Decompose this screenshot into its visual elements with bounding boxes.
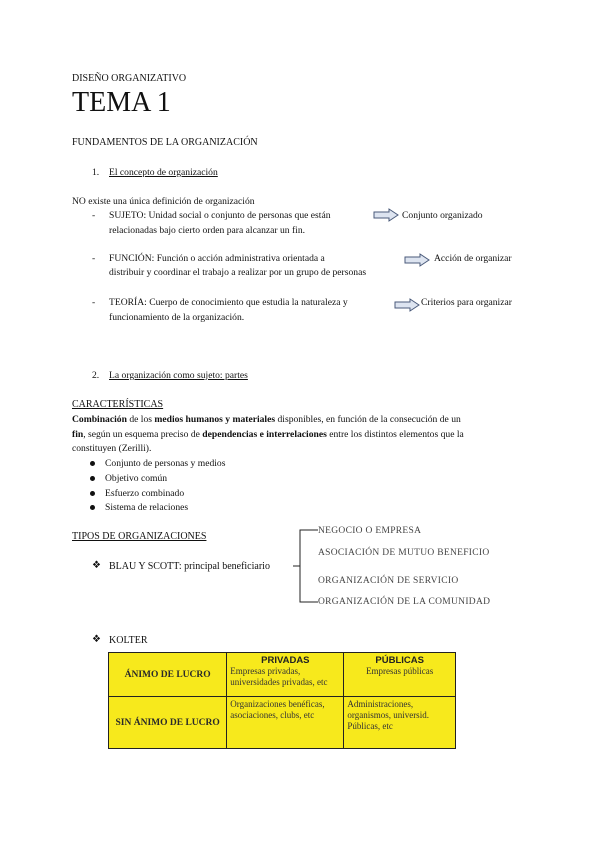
point1-heading: El concepto de organización — [109, 167, 218, 178]
list-item: Esfuerzo combinado — [90, 488, 184, 499]
bullet-icon — [90, 491, 95, 496]
point2-heading: La organización como sujeto: partes — [109, 370, 248, 381]
definition-funcion-line2: distribuir y coordinar el trabajo a realizar por un grupo de personas — [109, 267, 367, 278]
bullet-icon — [90, 461, 95, 466]
subject-heading: DISEÑO ORGANIZATIVO — [72, 73, 187, 84]
kolter-label: KOLTER — [109, 635, 148, 646]
point1-number: 1. — [92, 167, 100, 178]
definition-teoria-line1: TEORÍA: Cuerpo de conocimiento que estudia la naturaleza y — [109, 297, 348, 308]
cell-privadas-sin-lucro: Organizaciones benéficas, asociaciones, clubs, etc — [227, 697, 344, 749]
column-header-privadas: PRIVADAS — [261, 655, 310, 666]
caracteristicas-paragraph-line1: Combinación de los medios humanos y materiales disponibles, en función de la consecución de un — [72, 414, 461, 425]
diamond-bullet-icon: ❖ — [92, 560, 101, 571]
page-title: TEMA 1 — [72, 87, 171, 118]
cell-publicas-lucro — [344, 653, 456, 697]
caracteristicas-paragraph-line3: constituyen (Zerilli). — [72, 443, 152, 454]
definition-dash: - — [92, 297, 96, 308]
section-heading: FUNDAMENTOS DE LA ORGANIZACIÓN — [72, 137, 258, 148]
row-header-sin-lucro: SIN ÁNIMO DE LUCRO — [109, 697, 227, 749]
bullet-icon — [90, 505, 95, 510]
blau-branch-item: ORGANIZACIÓN DE SERVICIO — [318, 576, 459, 586]
list-item: Sistema de relaciones — [90, 502, 188, 513]
column-header-publicas: PÚBLICAS — [375, 655, 424, 666]
cell-text: Empresas públicas — [366, 666, 434, 676]
definition-teoria-line2: funcionamiento de la organización. — [109, 312, 245, 323]
cell-text: Empresas privadas, universidades privadas, etc — [230, 666, 328, 687]
branch-brace — [292, 526, 322, 608]
definition-funcion-line1: FUNCIÓN: Función o acción administrativa orientada a — [109, 253, 325, 264]
definition-dash: - — [92, 210, 96, 221]
blau-scott-label: BLAU Y SCOTT: principal beneficiario — [109, 561, 270, 572]
definition-sujeto-line1: SUJETO: Unidad social o conjunto de personas que están — [109, 210, 331, 221]
row-header-lucro: ÁNIMO DE LUCRO — [109, 653, 227, 697]
tipos-heading: TIPOS DE ORGANIZACIONES — [72, 531, 207, 542]
kolter-table — [108, 652, 456, 749]
right-arrow-icon — [373, 208, 399, 222]
definition-dash: - — [92, 253, 96, 264]
caracteristicas-paragraph-line2: fin, según un esquema preciso de dependencias e interrelaciones entre los distintos elementos que la — [72, 429, 464, 440]
list-item: Conjunto de personas y medios — [90, 458, 225, 469]
definition-sujeto-result: Conjunto organizado — [402, 210, 483, 221]
blau-branch-item: NEGOCIO O EMPRESA — [318, 526, 422, 536]
definition-teoria-result: Criterios para organizar — [421, 297, 512, 308]
caracteristicas-heading: CARACTERÍSTICAS — [72, 399, 164, 410]
bullet-icon — [90, 476, 95, 481]
cell-privadas-lucro — [227, 653, 344, 697]
point2-number: 2. — [92, 370, 100, 381]
right-arrow-icon — [404, 253, 430, 267]
cell-publicas-sin-lucro: Administraciones, organismos, universid. Públicas, etc — [344, 697, 456, 749]
list-item: Objetivo común — [90, 473, 167, 484]
right-arrow-icon — [394, 298, 420, 312]
blau-branch-item: ASOCIACIÓN DE MUTUO BENEFICIO — [318, 548, 490, 558]
definition-sujeto-line2: relacionadas bajo cierto orden para alcanzar un fin. — [109, 225, 306, 236]
definition-funcion-result: Acción de organizar — [434, 253, 512, 264]
diamond-bullet-icon: ❖ — [92, 634, 101, 645]
point1-intro: NO existe una única definición de organización — [72, 196, 255, 207]
blau-branch-item: ORGANIZACIÓN DE LA COMUNIDAD — [318, 597, 491, 607]
